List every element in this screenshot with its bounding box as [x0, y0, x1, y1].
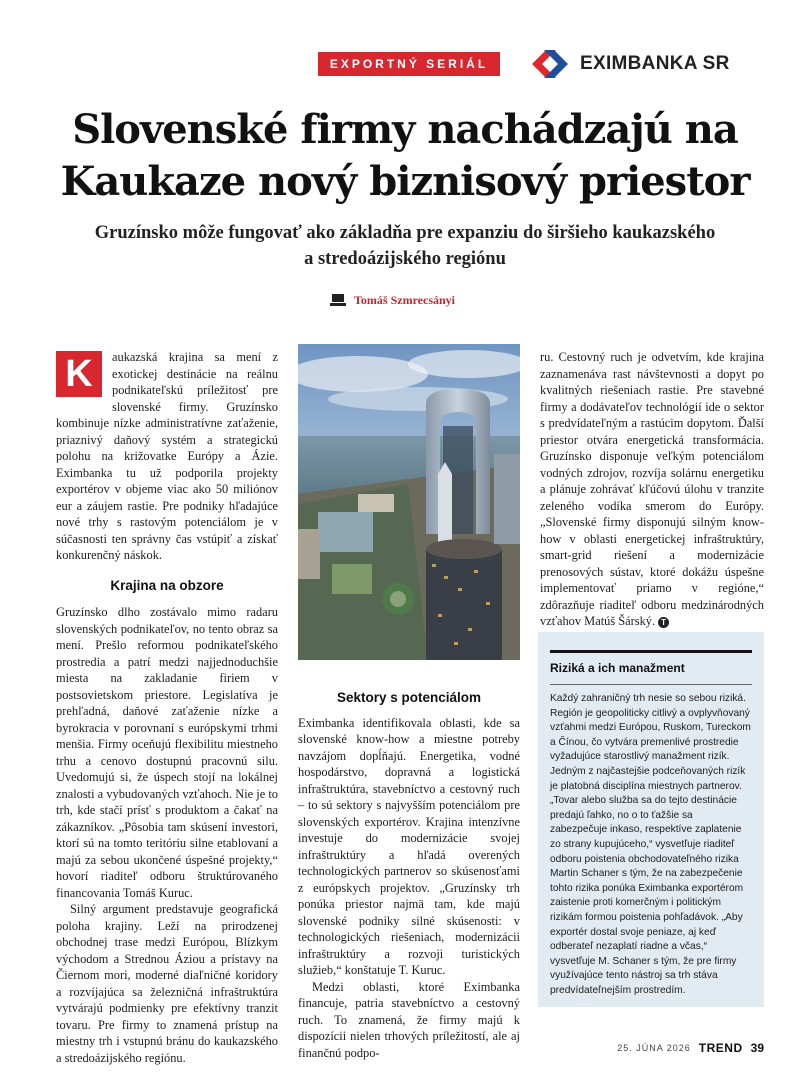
author-name: Tomáš Szmrecsányi — [354, 292, 456, 307]
eximbanka-logo — [530, 48, 770, 80]
risk-sidebar — [538, 632, 764, 1007]
article-subhead: Gruzínsko môže fungovať ako základňa pre expanziu do širšieho kaukazského a stredoázijského regiónu — [94, 223, 716, 269]
sidebar-title: Riziká a ich manažment — [550, 661, 685, 675]
page-number: 39 — [750, 1041, 764, 1055]
page-footer — [617, 1041, 764, 1055]
laptop-icon — [330, 294, 346, 306]
issue-date: 25. JÚNA 2026 — [617, 1043, 691, 1053]
body-paragraph: Gruzínsko dlho zostávalo mimo radaru slovenských podnikateľov, no tento obraz sa mení. Prešlo reformou podnikateľského prostredia a patrí medzi najjednoduchšie miesta na zakladanie firiem v postsovietskom priestore. Legislatíva je prehľadná, daňové zaťaženie nízke a byrokracia v porovnaní s európskymi trhmi menšia. Firmy oceňujú flexibilitu miestneho trhu a cenovo dostupnú pracovnú silu. Uvedomujú si, že úspech stojí na lokálnej znalosti a vybudovaných vzťahoch. Nie je to trh, kde stačí prísť s produktom a čakať na zákazníkov. „Pôsobia tam skúsení investori, ktorí sú na tomto teritóriu silne etablovaní a majú za sebou ukončené úspešné projekty,“ hovorí riaditeľ odboru štruktúrovaného financovania Tomáš Kuruc. — [56, 605, 278, 900]
eximbanka-logo-icon — [530, 48, 570, 80]
article-column-1 — [56, 349, 278, 1066]
body-paragraph: Medzi oblasti, ktoré Eximbanka financuje, patria stavebníctvo a cestovný ruch. To znamená, že firmy majú k dispozícii nielen trhových príležitostí, ale aj finančnú podpo- — [298, 979, 520, 1060]
batumi-skyline-photo — [298, 344, 520, 660]
series-badge: EXPORTNÝ SERIÁL — [318, 52, 500, 76]
end-of-article-icon: T — [658, 617, 669, 628]
body-paragraph — [540, 349, 764, 630]
article-headline: Slovenské firmy nachádzajú na Kaukaze nový biznisový priestor — [60, 106, 750, 205]
sidebar-top-rule — [550, 650, 752, 653]
body-paragraph: Eximbanka identifikovala oblasti, kde sa slovenské know-how a miestne potreby navzájom dopĺňajú. Energetika, vodné hospodárstvo, dopravná a logistická infraštruktúra, stavebníctvo a cestovný ruch – to sú sektory s najvyšším potenciálom pre slovenských exportérov. Krajina intenzívne investuje do modernizácie svojej infraštruktúry a hľadá overených technologických partnerov so skúsenosťami z európskych projektov. „Gruzínsky trh ponúka priestor najmä tam, kde majú slovenské podniky silné skúsenosti: v technologických riešeniach, modernizácii infraštruktúry a rozvoji turistických služieb,“ konštatuje T. Kuruc. — [298, 715, 520, 977]
lead-paragraph — [56, 349, 278, 564]
article-column-3 — [540, 349, 764, 630]
logo-wordmark: EXIMBANKA SR — [580, 53, 730, 74]
lead-text: aukazská krajina sa mení z exotickej destinácie na reálnu podnikateľskú príležitosť pre slovenské firmy. Gruzínsko kombinuje nízke administratívne zaťaženie, priaznivý daňový systém a strategickú polohu na križovatke Európy a Ázie. Eximbanka tu už podporila projekty exportérov v objeme viac ako 50 miliónov eur a záujem rastie. Pre podniky hľadajúce nové trhy s rastovým potenciálom je v súčasnosti ten správny čas vstúpiť a získať konkurenčný náskok. — [56, 350, 278, 562]
drop-cap: K — [56, 351, 102, 397]
section-heading-1: Krajina na obzore — [110, 577, 224, 593]
sidebar-divider — [550, 684, 752, 685]
section-heading-2: Sektory s potenciálom — [336, 690, 482, 705]
body-paragraph: Silný argument predstavuje geografická poloha krajiny. Leží na prirodzenej obchodnej trase medzi Európou, Blízkym východom a Strednou Áziou a prístavy na Čiernom mori, moderné diaľničné koridory a rozvíjajúca sa železničná infraštruktúra vytvárajú podmienky pre efektívny tranzit tovaru. Pre firmy to znamená prístup na miestny trh i vstupnú bránu do kaukazského a stredoázijského regiónu. — [56, 902, 278, 1065]
col3-text: ru. Cestovný ruch je odvetvím, kde krajina zaznamenáva rast návštevnosti a dopyt po kvalitných riešeniach rastie. Pre stavebné firmy a dodávateľov technológií ide o sektor s predvídateľným a rastúcim dopytom. Ďalší priestor otvára energetická transformácia. Gruzínsko disponuje veľkým potenciálom vodných zdrojov, rozvíja solárnu energetiku a plánuje zohrávať kľúčovú úlohu v tranzite zeleného vodíka smerom do Európy. „Slovenské firmy disponujú silným know-how v oblasti energetickej infraštruktúry, smart-grid riešení a modernizácie prenosových sústav, ktoré dokážu úspešne implementovať priamo v regióne,“ zdôrazňuje riaditeľ odboru medzinárodných vzťahov Matúš Šárský. — [540, 350, 764, 628]
byline — [330, 291, 455, 309]
article-column-2 — [298, 690, 520, 1061]
sidebar-body: Každý zahraničný trh nesie so sebou riziká. Región je geopoliticky citlivý a ovplyvňovaný vzťahmi medzi Európou, Ruskom, Tureckom a Čínou, čo vytvára premenlivé prostredie vyžadujúce starostlivý manažment rizík. Jedným z najčastejšie podceňovaných rizík je platobná disciplína miestnych partnerov. „Tovar alebo služba sa do tejto destinácie predajú ľahko, no o to ťažšie sa zabezpečuje inkaso, respektíve zaplatenie zo strany kupujúceho,“ vysvetľuje riaditeľ odboru poistenia obchodovateľného rizika Martin Schaner s tým, že na zabezpečenie tohto rizika ponúka Eximbanka exportérom zaistenie proti komerčným i politickým rizikám formou poistenia pohľadávok. „Aby exportér dostal svoje peniaze, aj keď odberateľ nezaplatí riadne a včas,“ vysvetľuje M. Schaner s tým, že pre firmy využívajúce tento nástroj sa trh stáva predvídateľnejším prostredím. — [550, 693, 751, 996]
magazine-name: TREND — [698, 1041, 743, 1055]
